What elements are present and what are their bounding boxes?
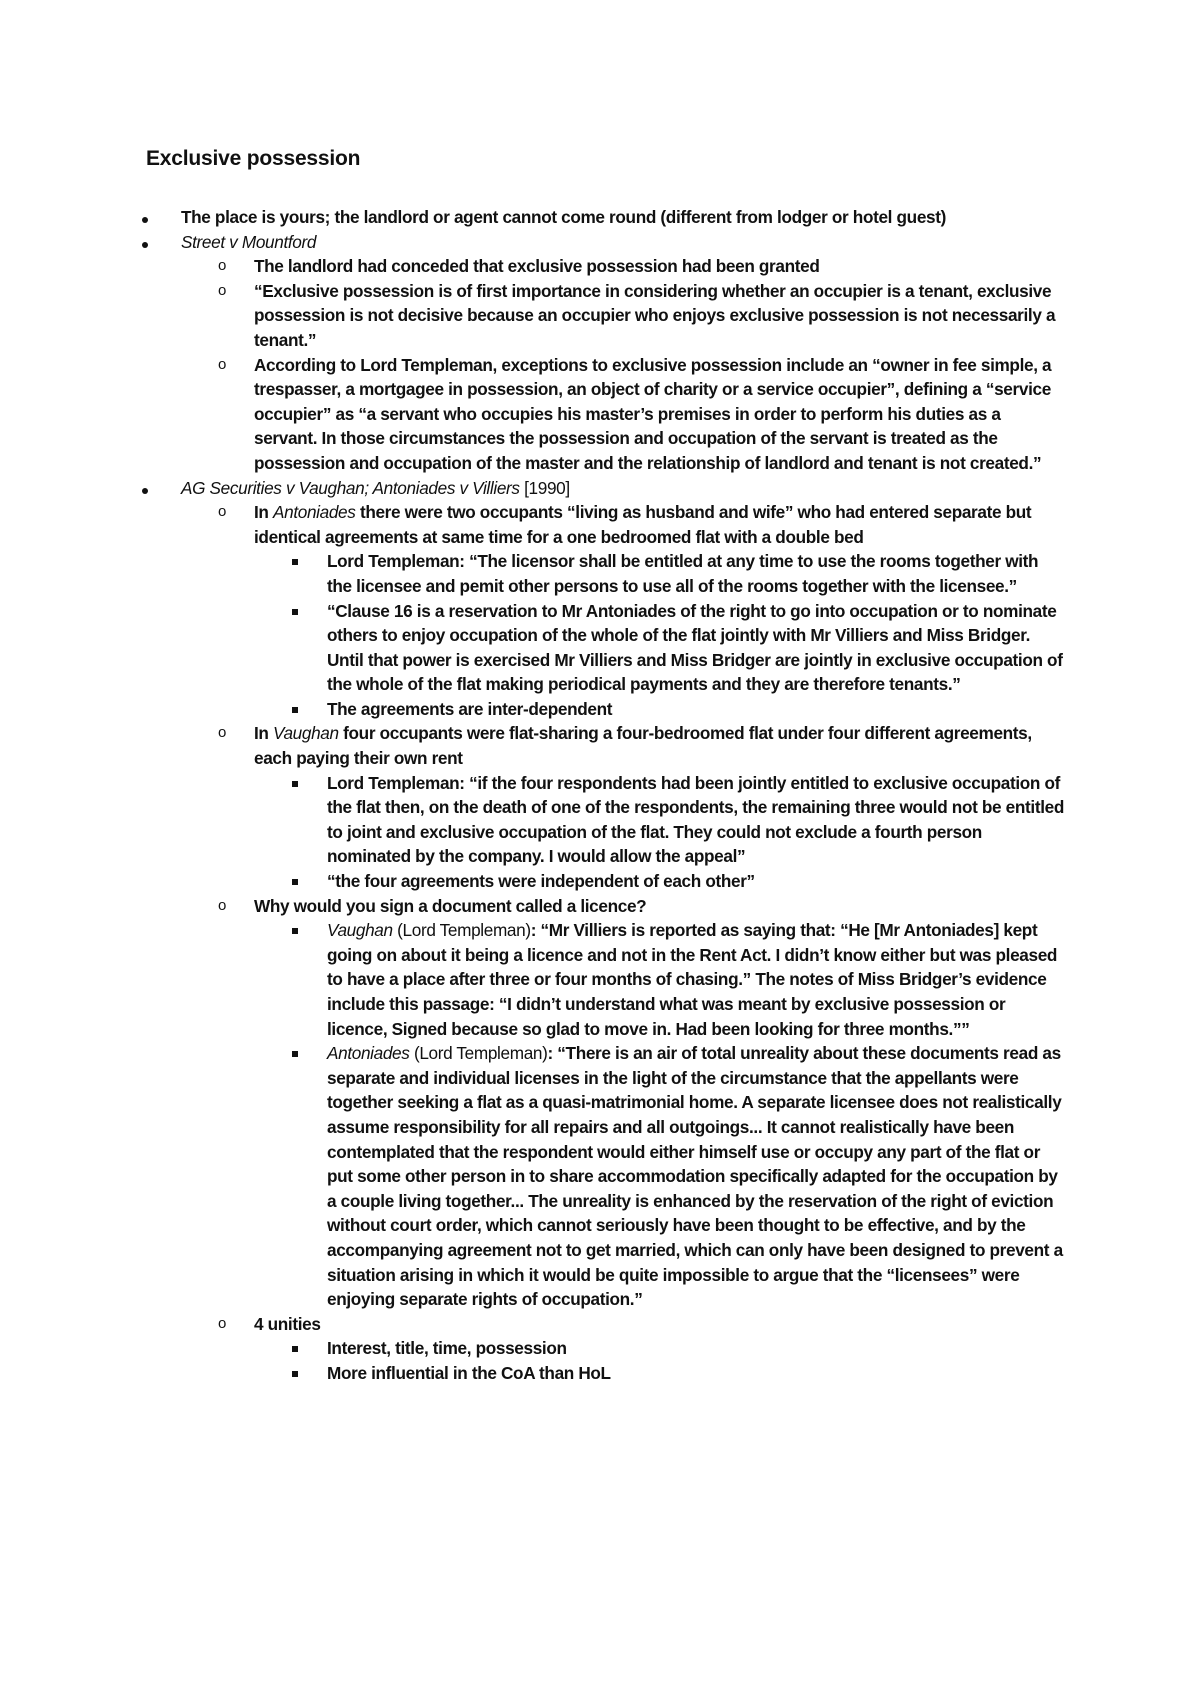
list-item-text: The place is yours; the landlord or agent cannot come round (different from lodger or hotel guest) [181,207,946,227]
list-item-text: According to Lord Templeman, exceptions to exclusive possession include an “owner in fee simple, a trespasser, a mortgagee in possession, an object of charity or a service occupier”, defining a “service occupier” as “a servant who occupies his master’s premises in order to perform his duties as a servant. In those circumstances the possession and occupation of the servant is treated as the possession and occupation of the master and the relationship of landlord and tenant is not created.” [254,354,1052,473]
list-item-text: “Clause 16 is a reservation to Mr Antoniades of the right to go into occupation or to nominate others to enjoy occupation of the whole of the flat jointly with Mr Villiers and Miss Bridger. Until that power is exercised Mr Villiers and Miss Bridger are jointly in exclusive occupation of the whole of the flat making periodical payments and they are therefore tenants.” [327,600,1063,695]
list-item-text: four occupants were flat-sharing a four-bedroomed flat under four different agreements, each paying their own rent [254,723,1032,769]
case-name: Antoniades [273,502,356,523]
list-item [0,1041,1200,1312]
list-item-text: there were two occupants “living as husband and wife” who had entered separate but identical agreements at same time for a one bedroomed flat with a double bed [254,502,1032,547]
bullet-square-icon [292,697,298,722]
bullet-circle-icon: o [218,257,226,275]
judge-name: (Lord Templeman) [409,1043,548,1064]
list-item-prefix: In [254,502,273,523]
bullet-dot-icon [142,230,148,255]
bullet-square-icon [292,918,298,943]
list-item [0,894,1200,919]
list-item-text: 4 unities [254,1313,321,1334]
bullet-circle-icon: o [218,355,226,373]
list-item [0,697,1200,722]
list-item [0,500,1200,549]
judge-name: (Lord Templeman) [392,920,531,941]
case-year: [1990] [524,477,570,498]
bullet-square-icon [292,1336,298,1361]
list-item [0,279,1200,353]
list-item [0,353,1200,476]
case-name: Vaughan [327,920,393,941]
bullet-square-icon [292,1361,298,1386]
list-item [0,549,1200,598]
list-item-text: “the four agreements were independent of each other” [327,871,755,892]
page-title: Exclusive possession [146,147,361,170]
bullet-square-icon [292,599,298,624]
list-item-text: : “Mr Villiers is reported as saying that: “He [Mr Antoniades] kept going on about it being a licence and not in the Rent Act. I didn’t know either but was pleased to have a place after three or four months of chasing.” The notes of Miss Bridger’s evidence include this passage: “I didn’t understand what was meant by exclusive possession or licence, Signed because so glad to move in. Had been looking for three months.”” [327,920,1058,1039]
list-item [0,254,1200,279]
list-item [0,771,1200,869]
bullet-square-icon [292,869,298,894]
list-item-text: Lord Templeman: “The licensor shall be entitled at any time to use the rooms together with the licensee and pemit other persons to use all of the rooms together with the licensee.” [327,551,1039,596]
list-item-text: : “There is an air of total unreality about these documents read as separate and individual licenses in the light of the circumstance that the appellants were together seeking a flat as a quasi-matrimonial home. A separate licensee does not realistically assume responsibility for all repairs and all outgoings... It cannot realistically have been contemplated that the respondent would either himself use or occupy any part of the flat or put some other person in to share accommodation specifically adapted for the occupation by a couple living together... The unreality is enhanced by the reservation of the right of eviction without court order, which cannot seriously have been thought to be effective, and by the accompanying agreement not to get married, which can only have been designed to prevent a situation arising in which it would be quite impossible to argue that the “licensees” were enjoying separate rights of occupation.” [327,1043,1063,1310]
case-name: Antoniades [327,1043,410,1064]
bullet-circle-icon: o [218,896,226,914]
list-item-text: Interest, title, time, possession [327,1338,567,1359]
list-item [0,599,1200,697]
list-item-prefix: In [254,723,273,744]
list-item-text: The landlord had conceded that exclusive possession had been granted [254,256,820,277]
list-item-text: Why would you sign a document called a licence? [254,895,647,916]
bullet-circle-icon: o [218,281,226,299]
bullet-square-icon [292,549,298,574]
list-item-text: “Exclusive possession is of first importance in considering whether an occupier is a tenant, exclusive possession is not decisive because an occupier who enjoys exclusive possession is not necessarily a tenant.” [254,280,1056,350]
list-item [0,1336,1200,1361]
list-item [0,476,1200,501]
bullet-circle-icon: o [218,1314,226,1332]
case-name: Street v Mountford [181,231,317,252]
bullet-square-icon [292,771,298,796]
list-item [0,721,1200,770]
bullet-square-icon [292,1041,298,1066]
case-name: AG Securities v Vaughan; Antoniades v Villiers [181,477,520,498]
list-item [0,1361,1200,1386]
list-item [0,1312,1200,1337]
list-item-text: Lord Templeman: “if the four respondents had been jointly entitled to exclusive occupation of the flat then, on the death of one of the respondents, the remaining three would not be entitled to joint and exclusive occupation of the flat. They could not exclude a fourth person nominated by the company. I would allow the appeal” [327,772,1064,867]
list-item-text: The agreements are inter-dependent [327,698,613,719]
list-item [0,205,1200,230]
bullet-dot-icon [142,476,148,501]
case-name: Vaughan [273,723,339,744]
list-item-text: More influential in the CoA than HoL [327,1362,611,1383]
list-item [0,230,1200,255]
list-item [0,918,1200,1041]
bullet-dot-icon [142,205,148,230]
list-item [0,869,1200,894]
bullet-list [0,205,1200,1386]
bullet-circle-icon: o [218,503,226,521]
bullet-circle-icon: o [218,724,226,742]
